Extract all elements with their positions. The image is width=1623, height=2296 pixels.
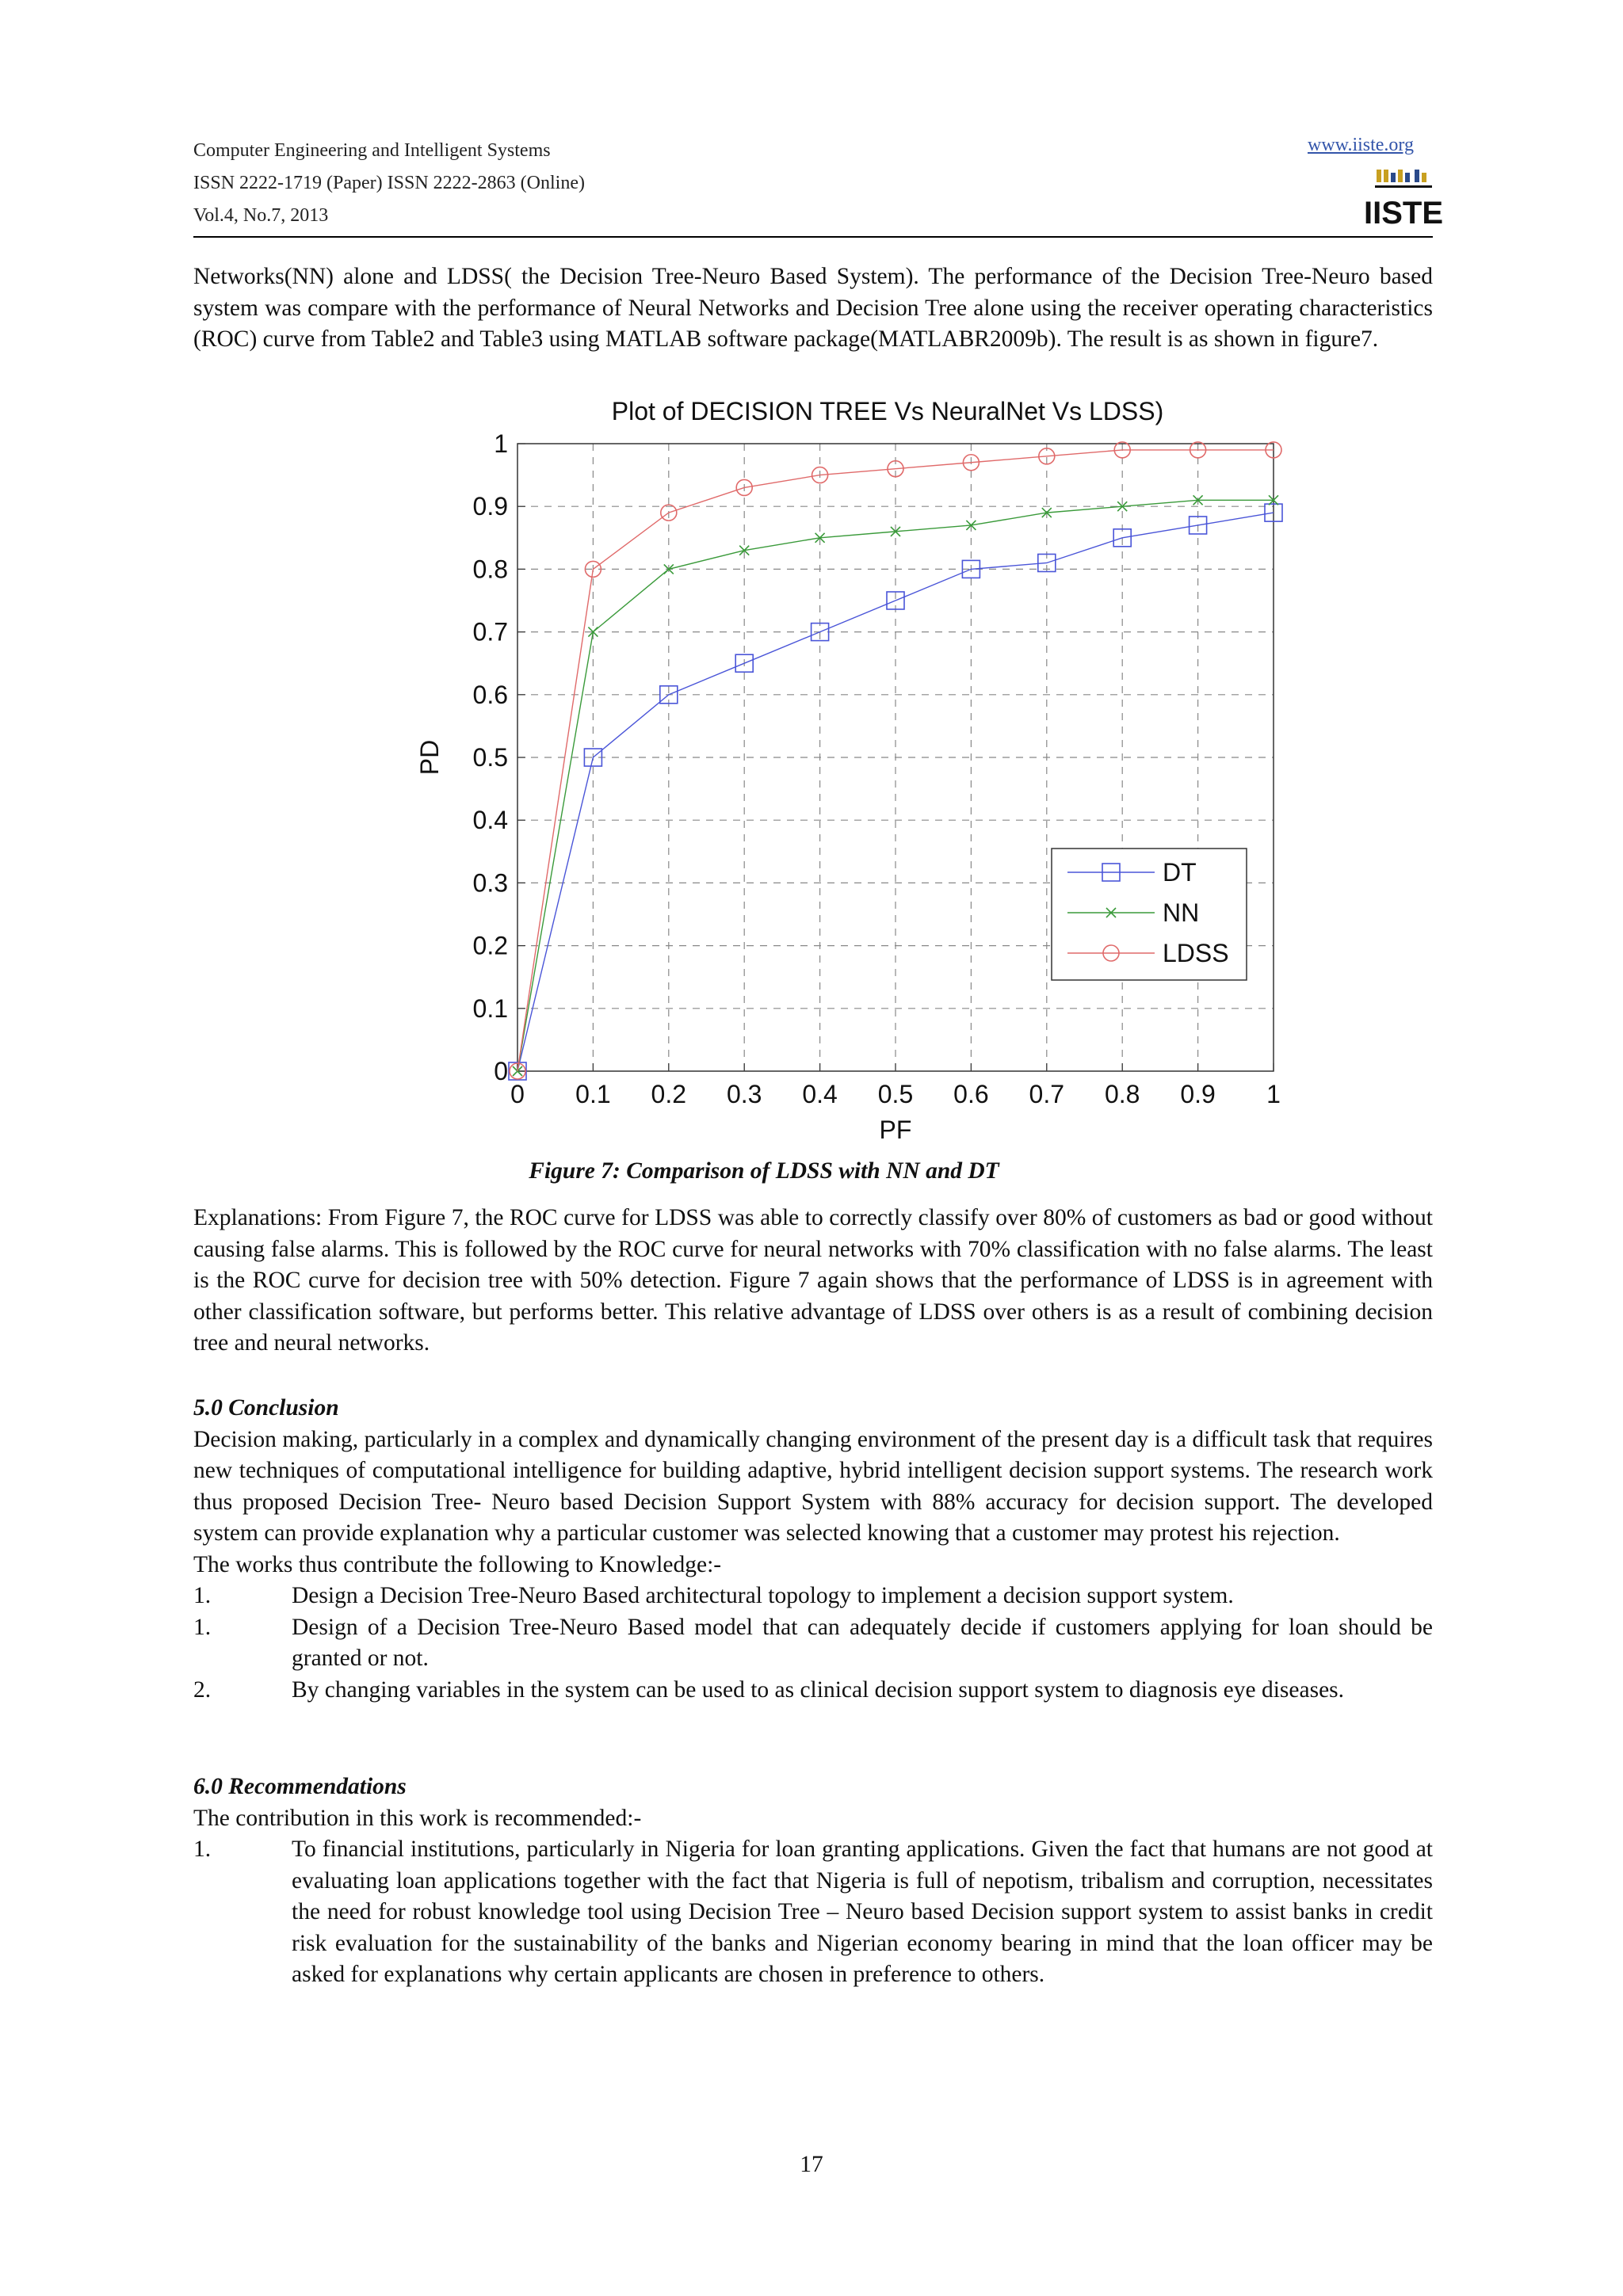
explanation-paragraph: Explanations: From Figure 7, the ROC curve for LDSS was able to correctly classify over 80% of customers as bad or good without causing false alarms. This is followed by the ROC curve for neural networks with 70% classification with no false alarms. The least is the ROC curve for decision tree with 50% detection. Figure 7 again shows that the performance of LDSS is in agreement with other classification software, but performs better. This relative advantage of LDSS over others is as a result of combining decision tree and neural networks. xyxy=(193,1205,1433,1356)
journal-title: Computer Engineering and Intelligent Systems xyxy=(193,140,551,161)
list-item-number: 1. xyxy=(193,1614,212,1640)
list-item-number: 2. xyxy=(193,1676,212,1703)
x-tick-label: 0.1 xyxy=(575,1080,611,1108)
journal-issn: ISSN 2222-1719 (Paper) ISSN 2222-2863 (Online) xyxy=(193,173,585,193)
list-item-text: To financial institutions, particularly in Nigeria for loan granting applications. Given the fact that humans are not good at evaluating loan applications together with the fact that Nigeria is full of nepotism, tribalism and corruption, necessitates the need for robust knowledge tool using Decision Tree – Neuro based Decision support system to assist banks in credit risk evaluation for the sustainability of the banks and Nigerian economy bearing in mind that the loan officer may be asked for explanations why certain applicants are chosen in preference to others. xyxy=(292,1836,1433,1987)
intro-paragraph: Networks(NN) alone and LDSS( the Decision Tree-Neuro Based System). The performance of the Decision Tree-Neuro based system was compare with the performance of Neural Networks and Decision Tree alone using the receiver operating characteristics (ROC) curve from Table2 and Table3 using MATLAB software package(MATLABR2009b). The result is as shown in figure7. xyxy=(193,264,1433,352)
y-tick-label: 0.9 xyxy=(472,492,508,521)
journal-url-link[interactable]: www.iiste.org xyxy=(1308,135,1414,155)
recommendations-lead-in: The contribution in this work is recommended:- xyxy=(193,1805,642,1831)
x-tick-label: 0.6 xyxy=(953,1080,989,1108)
x-tick-label: 0.4 xyxy=(802,1080,838,1108)
list-item-number: 1. xyxy=(193,1836,212,1862)
conclusion-paragraph: Decision making, particularly in a complex and dynamically changing environment of the present day is a difficult task that requires new techniques of computational intelligence for building adaptive, hybrid intelligent decision support systems. The research work thus proposed Decision Tree- Neuro based Decision Support System with 88% accuracy for decision support. The developed system can provide explanation why a particular customer was selected knowing that a customer may protest his rejection. xyxy=(193,1426,1433,1546)
x-tick-label: 0.9 xyxy=(1180,1080,1216,1108)
list-item-text: Design a Decision Tree-Neuro Based architectural topology to implement a decision support system. xyxy=(292,1583,1234,1608)
legend-label-nn: NN xyxy=(1163,898,1200,927)
x-tick-label: 0.7 xyxy=(1029,1080,1065,1108)
y-tick-label: 0.5 xyxy=(472,743,508,772)
svg-text:IISTE: IISTE xyxy=(1363,196,1444,231)
iiste-logo xyxy=(1363,168,1444,231)
x-tick-label: 0.5 xyxy=(877,1080,914,1108)
x-tick-label: 0.3 xyxy=(726,1080,762,1108)
header-rule xyxy=(193,236,1433,238)
chart-legend xyxy=(1052,849,1247,980)
figure-caption: Figure 7: Comparison of LDSS with NN and DT xyxy=(529,1158,999,1184)
x-tick-label: 1 xyxy=(1266,1080,1281,1108)
y-tick-label: 0.8 xyxy=(472,555,508,584)
y-tick-label: 0 xyxy=(494,1057,508,1085)
list-item-text: By changing variables in the system can be used to as clinical decision support system to diagnosis eye diseases. xyxy=(292,1676,1345,1703)
y-axis-label: PD xyxy=(415,739,444,776)
x-axis-label: PF xyxy=(879,1116,912,1144)
y-tick-label: 0.2 xyxy=(472,931,508,960)
conclusion-heading: 5.0 Conclusion xyxy=(193,1395,339,1421)
y-tick-label: 1 xyxy=(494,429,508,458)
y-tick-label: 0.3 xyxy=(472,868,508,898)
list-item xyxy=(193,1612,1433,1675)
x-tick-label: 0.2 xyxy=(651,1080,687,1108)
journal-header xyxy=(193,135,585,232)
list-item xyxy=(193,1675,1433,1707)
list-item xyxy=(193,1581,1433,1612)
y-tick-label: 0.4 xyxy=(472,806,508,835)
chart-title: Plot of DECISION TREE Vs NeuralNet Vs LDSS) xyxy=(611,397,1164,425)
conclusion-lead-in: The works thus contribute the following to Knowledge:- xyxy=(193,1551,722,1577)
y-tick-label: 0.7 xyxy=(472,617,508,646)
list-item-text: Design of a Decision Tree-Neuro Based model that can adequately decide if customers applying for loan should be granted or not. xyxy=(292,1614,1433,1671)
page-number: 17 xyxy=(800,2152,823,2177)
x-tick-label: 0.8 xyxy=(1104,1080,1140,1108)
journal-volume: Vol.4, No.7, 2013 xyxy=(193,205,329,226)
legend-label-dt: DT xyxy=(1163,858,1197,887)
recommendations-section xyxy=(193,1772,1433,1991)
y-tick-label: 0.6 xyxy=(472,680,508,709)
y-tick-label: 0.1 xyxy=(472,994,508,1023)
series-dt xyxy=(509,504,1282,1080)
recommendations-heading: 6.0 Recommendations xyxy=(193,1774,407,1799)
x-tick-label: 0 xyxy=(510,1080,525,1108)
conclusion-section xyxy=(193,1393,1433,1706)
legend-label-ldss: LDSS xyxy=(1163,939,1229,967)
list-item-number: 1. xyxy=(193,1583,212,1608)
roc-chart xyxy=(396,380,1300,1144)
list-item xyxy=(193,1834,1433,1991)
